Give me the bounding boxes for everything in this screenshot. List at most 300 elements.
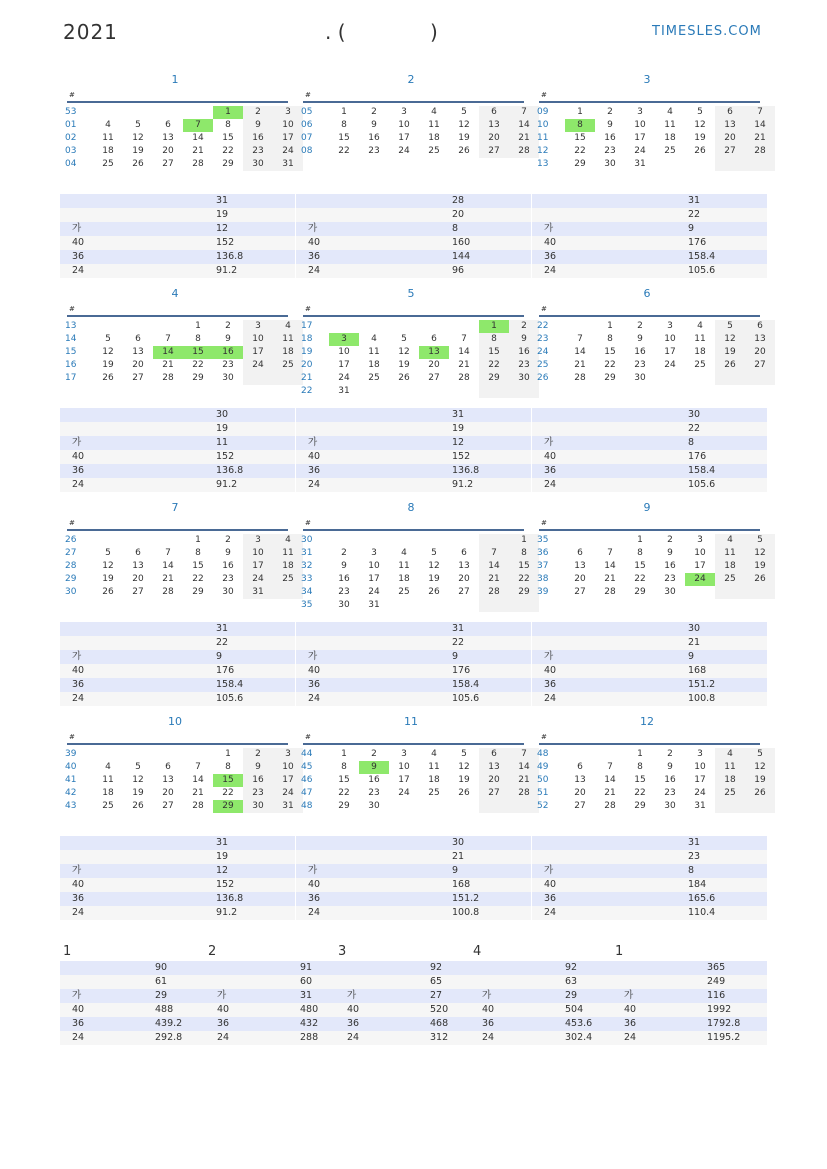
day-cell[interactable]: 7 — [509, 748, 539, 761]
day-cell[interactable]: 30 — [664, 801, 676, 811]
day-cell[interactable]: 11 — [715, 547, 745, 560]
day-cell[interactable]: 22 — [574, 146, 586, 156]
day-cell[interactable]: 14 — [192, 133, 204, 143]
day-cell[interactable]: 6 — [715, 106, 745, 119]
day-cell[interactable]: 1 — [607, 321, 613, 331]
day-cell[interactable]: 9 — [667, 548, 673, 558]
day-cell[interactable]: 19 — [745, 774, 775, 787]
day-cell[interactable]: 28 — [162, 373, 174, 383]
day-cell[interactable]: 25 — [428, 146, 440, 156]
day-cell[interactable]: 27 — [428, 373, 440, 383]
day-cell[interactable]: 18 — [694, 347, 706, 357]
day-cell[interactable]: 18 — [102, 146, 114, 156]
day-cell[interactable]: 1 — [577, 107, 583, 117]
day-cell[interactable]: 11 — [368, 347, 380, 357]
day-cell[interactable]: 29 — [192, 587, 204, 597]
day-cell[interactable]: 10 — [338, 347, 350, 357]
day-cell[interactable]: 4 — [371, 334, 377, 344]
day-cell[interactable]: 19 — [694, 133, 706, 143]
day-cell[interactable]: 9 — [667, 762, 673, 772]
day-cell[interactable]: 24 — [243, 573, 273, 586]
day-cell[interactable]: 31 — [694, 801, 706, 811]
day-cell[interactable]: 14 — [745, 119, 775, 132]
day-cell[interactable]: 2 — [371, 749, 377, 759]
day-cell[interactable]: 10 — [634, 120, 646, 130]
day-cell[interactable]: 26 — [102, 587, 114, 597]
day-cell[interactable]: 14 — [153, 346, 183, 359]
day-cell[interactable]: 20 — [479, 132, 509, 145]
day-cell[interactable]: 28 — [458, 373, 470, 383]
day-cell[interactable]: 30 — [634, 373, 646, 383]
day-cell[interactable]: 15 — [192, 561, 204, 571]
day-cell[interactable]: 10 — [398, 762, 410, 772]
day-cell[interactable]: 14 — [509, 119, 539, 132]
day-cell[interactable]: 11 — [273, 547, 303, 560]
day-cell[interactable]: 16 — [243, 132, 273, 145]
day-cell[interactable]: 30 — [368, 801, 380, 811]
day-cell[interactable]: 30 — [509, 372, 539, 385]
day-cell[interactable]: 8 — [225, 762, 231, 772]
day-cell[interactable]: 15 — [183, 346, 213, 359]
day-cell[interactable]: 17 — [338, 360, 350, 370]
day-cell[interactable]: 23 — [368, 146, 380, 156]
day-cell[interactable]: 28 — [192, 159, 204, 169]
day-cell[interactable]: 8 — [637, 548, 643, 558]
day-cell[interactable]: 17 — [273, 132, 303, 145]
day-cell[interactable]: 14 — [458, 347, 470, 357]
day-cell[interactable]: 5 — [697, 107, 703, 117]
day-cell[interactable]: 28 — [192, 801, 204, 811]
day-cell[interactable]: 6 — [745, 320, 775, 333]
day-cell[interactable]: 27 — [715, 145, 745, 158]
day-cell[interactable]: 26 — [458, 146, 470, 156]
day-cell[interactable]: 13 — [574, 775, 586, 785]
day-cell[interactable]: 21 — [192, 146, 204, 156]
day-cell[interactable]: 1 — [341, 107, 347, 117]
day-cell[interactable]: 27 — [162, 159, 174, 169]
day-cell[interactable]: 18 — [273, 560, 303, 573]
day-cell[interactable]: 5 — [745, 748, 775, 761]
day-cell[interactable]: 23 — [222, 360, 234, 370]
day-cell[interactable]: 22 — [338, 146, 350, 156]
day-cell[interactable]: 24 — [338, 373, 350, 383]
day-cell[interactable]: 12 — [458, 120, 470, 130]
day-cell[interactable]: 18 — [368, 360, 380, 370]
day-cell[interactable]: 23 — [604, 146, 616, 156]
day-cell[interactable]: 6 — [431, 334, 437, 344]
day-cell[interactable]: 12 — [102, 561, 114, 571]
day-cell[interactable]: 13 — [132, 347, 144, 357]
day-cell[interactable]: 13 — [132, 561, 144, 571]
day-cell[interactable]: 8 — [607, 334, 613, 344]
day-cell[interactable]: 7 — [195, 762, 201, 772]
day-cell[interactable]: 25 — [694, 360, 706, 370]
day-cell[interactable]: 21 — [479, 573, 509, 586]
day-cell[interactable]: 12 — [715, 333, 745, 346]
day-cell[interactable]: 26 — [745, 573, 775, 586]
day-cell[interactable]: 21 — [604, 574, 616, 584]
day-cell[interactable]: 13 — [162, 775, 174, 785]
day-cell[interactable]: 29 — [634, 587, 646, 597]
day-cell[interactable]: 14 — [509, 761, 539, 774]
day-cell[interactable]: 17 — [634, 133, 646, 143]
day-cell[interactable]: 20 — [715, 132, 745, 145]
day-cell[interactable]: 13 — [419, 346, 449, 359]
day-cell[interactable]: 29 — [479, 372, 509, 385]
day-cell[interactable]: 3 — [667, 321, 673, 331]
day-cell[interactable]: 1 — [509, 534, 539, 547]
day-cell[interactable]: 17 — [694, 775, 706, 785]
day-cell[interactable]: 1 — [195, 321, 201, 331]
day-cell[interactable]: 13 — [745, 333, 775, 346]
day-cell[interactable]: 17 — [368, 574, 380, 584]
day-cell[interactable]: 26 — [102, 373, 114, 383]
day-cell[interactable]: 14 — [162, 561, 174, 571]
day-cell[interactable]: 6 — [577, 762, 583, 772]
day-cell[interactable]: 20 — [458, 574, 470, 584]
day-cell[interactable]: 10 — [243, 547, 273, 560]
day-cell[interactable]: 13 — [715, 119, 745, 132]
day-cell[interactable]: 29 — [192, 373, 204, 383]
day-cell[interactable]: 7 — [509, 106, 539, 119]
day-cell[interactable]: 11 — [428, 120, 440, 130]
day-cell[interactable]: 29 — [604, 373, 616, 383]
day-cell[interactable]: 30 — [222, 587, 234, 597]
day-cell[interactable]: 3 — [637, 107, 643, 117]
day-cell[interactable]: 9 — [341, 561, 347, 571]
day-cell[interactable]: 2 — [225, 321, 231, 331]
day-cell[interactable]: 4 — [431, 749, 437, 759]
day-cell[interactable]: 24 — [243, 359, 273, 372]
day-cell[interactable]: 13 — [458, 561, 470, 571]
day-cell[interactable]: 16 — [509, 346, 539, 359]
day-cell[interactable]: 10 — [273, 119, 303, 132]
day-cell[interactable]: 2 — [371, 107, 377, 117]
day-cell[interactable]: 30 — [338, 600, 350, 610]
day-cell[interactable]: 2 — [225, 535, 231, 545]
day-cell[interactable]: 6 — [461, 548, 467, 558]
day-cell[interactable]: 8 — [637, 762, 643, 772]
day-cell[interactable]: 25 — [715, 787, 745, 800]
day-cell[interactable]: 3 — [329, 333, 359, 346]
day-cell[interactable]: 21 — [192, 788, 204, 798]
day-cell[interactable]: 19 — [102, 574, 114, 584]
day-cell[interactable]: 16 — [338, 574, 350, 584]
day-cell[interactable]: 28 — [604, 801, 616, 811]
day-cell[interactable]: 19 — [102, 360, 114, 370]
day-cell[interactable]: 3 — [273, 106, 303, 119]
day-cell[interactable]: 1 — [341, 749, 347, 759]
day-cell[interactable]: 3 — [401, 749, 407, 759]
day-cell[interactable]: 28 — [479, 586, 509, 599]
day-cell[interactable]: 16 — [664, 561, 676, 571]
day-cell[interactable]: 10 — [694, 762, 706, 772]
day-cell[interactable]: 23 — [222, 574, 234, 584]
day-cell[interactable]: 7 — [183, 119, 213, 132]
day-cell[interactable]: 18 — [428, 133, 440, 143]
day-cell[interactable]: 19 — [132, 146, 144, 156]
day-cell[interactable]: 4 — [105, 120, 111, 130]
day-cell[interactable]: 29 — [338, 801, 350, 811]
day-cell[interactable]: 12 — [102, 347, 114, 357]
day-cell[interactable]: 24 — [398, 146, 410, 156]
day-cell[interactable]: 14 — [192, 775, 204, 785]
day-cell[interactable]: 8 — [509, 547, 539, 560]
day-cell[interactable]: 2 — [637, 321, 643, 331]
day-cell[interactable]: 10 — [664, 334, 676, 344]
day-cell[interactable]: 11 — [398, 561, 410, 571]
day-cell[interactable]: 10 — [243, 333, 273, 346]
day-cell[interactable]: 8 — [225, 120, 231, 130]
day-cell[interactable]: 28 — [509, 145, 539, 158]
day-cell[interactable]: 7 — [577, 334, 583, 344]
day-cell[interactable]: 8 — [341, 120, 347, 130]
day-cell[interactable]: 10 — [694, 548, 706, 558]
day-cell[interactable]: 17 — [243, 560, 273, 573]
day-cell[interactable]: 18 — [102, 788, 114, 798]
day-cell[interactable]: 1 — [213, 106, 243, 119]
day-cell[interactable]: 21 — [162, 360, 174, 370]
day-cell[interactable]: 28 — [162, 587, 174, 597]
day-cell[interactable]: 25 — [102, 159, 114, 169]
day-cell[interactable]: 8 — [565, 119, 595, 132]
day-cell[interactable]: 29 — [634, 801, 646, 811]
day-cell[interactable]: 24 — [273, 145, 303, 158]
day-cell[interactable]: 26 — [715, 359, 745, 372]
day-cell[interactable]: 17 — [398, 133, 410, 143]
day-cell[interactable]: 7 — [461, 334, 467, 344]
day-cell[interactable]: 26 — [694, 146, 706, 156]
day-cell[interactable]: 31 — [368, 600, 380, 610]
day-cell[interactable]: 5 — [715, 320, 745, 333]
day-cell[interactable]: 4 — [667, 107, 673, 117]
day-cell[interactable]: 9 — [225, 334, 231, 344]
day-cell[interactable]: 4 — [715, 534, 745, 547]
day-cell[interactable]: 9 — [509, 333, 539, 346]
day-cell[interactable]: 15 — [222, 133, 234, 143]
day-cell[interactable]: 9 — [371, 120, 377, 130]
day-cell[interactable]: 2 — [243, 748, 273, 761]
day-cell[interactable]: 27 — [745, 359, 775, 372]
day-cell[interactable]: 3 — [697, 749, 703, 759]
day-cell[interactable]: 24 — [398, 788, 410, 798]
day-cell[interactable]: 29 — [222, 159, 234, 169]
day-cell[interactable]: 23 — [368, 788, 380, 798]
day-cell[interactable]: 27 — [132, 587, 144, 597]
day-cell[interactable]: 17 — [398, 775, 410, 785]
day-cell[interactable]: 16 — [368, 133, 380, 143]
day-cell[interactable]: 6 — [479, 748, 509, 761]
day-cell[interactable]: 27 — [132, 373, 144, 383]
day-cell[interactable]: 16 — [634, 347, 646, 357]
day-cell[interactable]: 13 — [479, 119, 509, 132]
day-cell[interactable]: 20 — [132, 574, 144, 584]
day-cell[interactable]: 5 — [431, 548, 437, 558]
day-cell[interactable]: 5 — [105, 548, 111, 558]
day-cell[interactable]: 2 — [509, 320, 539, 333]
day-cell[interactable]: 26 — [398, 373, 410, 383]
day-cell[interactable]: 26 — [428, 587, 440, 597]
day-cell[interactable]: 25 — [102, 801, 114, 811]
day-cell[interactable]: 3 — [371, 548, 377, 558]
day-cell[interactable]: 13 — [162, 133, 174, 143]
day-cell[interactable]: 27 — [162, 801, 174, 811]
day-cell[interactable]: 20 — [574, 788, 586, 798]
day-cell[interactable]: 6 — [165, 762, 171, 772]
day-cell[interactable]: 21 — [509, 774, 539, 787]
day-cell[interactable]: 25 — [428, 788, 440, 798]
day-cell[interactable]: 23 — [509, 359, 539, 372]
site-logo[interactable]: TIMESLES.COM — [652, 24, 762, 39]
day-cell[interactable]: 14 — [574, 347, 586, 357]
day-cell[interactable]: 22 — [604, 360, 616, 370]
day-cell[interactable]: 22 — [192, 360, 204, 370]
day-cell[interactable]: 16 — [368, 775, 380, 785]
day-cell[interactable]: 8 — [195, 334, 201, 344]
day-cell[interactable]: 9 — [243, 761, 273, 774]
day-cell[interactable]: 5 — [135, 120, 141, 130]
day-cell[interactable]: 16 — [243, 774, 273, 787]
day-cell[interactable]: 18 — [428, 775, 440, 785]
day-cell[interactable]: 21 — [745, 132, 775, 145]
day-cell[interactable]: 30 — [243, 800, 273, 813]
day-cell[interactable]: 22 — [634, 788, 646, 798]
day-cell[interactable]: 19 — [428, 574, 440, 584]
day-cell[interactable]: 3 — [697, 535, 703, 545]
day-cell[interactable]: 21 — [458, 360, 470, 370]
day-cell[interactable]: 11 — [428, 762, 440, 772]
day-cell[interactable]: 18 — [398, 574, 410, 584]
day-cell[interactable]: 31 — [273, 800, 303, 813]
day-cell[interactable]: 21 — [574, 360, 586, 370]
day-cell[interactable]: 24 — [694, 788, 706, 798]
day-cell[interactable]: 23 — [243, 787, 273, 800]
day-cell[interactable]: 5 — [401, 334, 407, 344]
day-cell[interactable]: 7 — [165, 548, 171, 558]
day-cell[interactable]: 17 — [243, 346, 273, 359]
day-cell[interactable]: 31 — [243, 586, 273, 599]
day-cell[interactable]: 29 — [509, 586, 539, 599]
day-cell[interactable]: 2 — [243, 106, 273, 119]
day-cell[interactable]: 15 — [213, 774, 243, 787]
day-cell[interactable]: 25 — [715, 573, 745, 586]
day-cell[interactable]: 15 — [338, 133, 350, 143]
day-cell[interactable]: 2 — [607, 107, 613, 117]
day-cell[interactable]: 10 — [398, 120, 410, 130]
day-cell[interactable]: 9 — [243, 119, 273, 132]
day-cell[interactable]: 4 — [105, 762, 111, 772]
day-cell[interactable]: 22 — [222, 146, 234, 156]
day-cell[interactable]: 28 — [509, 787, 539, 800]
day-cell[interactable]: 7 — [165, 334, 171, 344]
day-cell[interactable]: 11 — [102, 133, 114, 143]
day-cell[interactable]: 25 — [664, 146, 676, 156]
day-cell[interactable]: 26 — [745, 787, 775, 800]
day-cell[interactable]: 24 — [368, 587, 380, 597]
day-cell[interactable]: 14 — [604, 775, 616, 785]
day-cell[interactable]: 6 — [135, 334, 141, 344]
day-cell[interactable]: 23 — [634, 360, 646, 370]
day-cell[interactable]: 14 — [604, 561, 616, 571]
day-cell[interactable]: 1 — [637, 535, 643, 545]
day-cell[interactable]: 23 — [243, 145, 273, 158]
day-cell[interactable]: 22 — [634, 574, 646, 584]
day-cell[interactable]: 9 — [359, 761, 389, 774]
day-cell[interactable]: 5 — [461, 749, 467, 759]
day-cell[interactable]: 5 — [105, 334, 111, 344]
day-cell[interactable]: 25 — [273, 359, 303, 372]
day-cell[interactable]: 27 — [458, 587, 470, 597]
day-cell[interactable]: 9 — [637, 334, 643, 344]
day-cell[interactable]: 2 — [667, 749, 673, 759]
day-cell[interactable]: 24 — [685, 573, 715, 586]
day-cell[interactable]: 4 — [273, 534, 303, 547]
day-cell[interactable]: 31 — [338, 386, 350, 396]
day-cell[interactable]: 12 — [745, 547, 775, 560]
day-cell[interactable]: 16 — [213, 346, 243, 359]
day-cell[interactable]: 11 — [715, 761, 745, 774]
day-cell[interactable]: 16 — [664, 775, 676, 785]
day-cell[interactable]: 6 — [479, 106, 509, 119]
day-cell[interactable]: 4 — [431, 107, 437, 117]
day-cell[interactable]: 4 — [401, 548, 407, 558]
day-cell[interactable]: 11 — [273, 333, 303, 346]
day-cell[interactable]: 3 — [401, 107, 407, 117]
day-cell[interactable]: 16 — [222, 561, 234, 571]
day-cell[interactable]: 3 — [243, 320, 273, 333]
day-cell[interactable]: 26 — [132, 159, 144, 169]
day-cell[interactable]: 10 — [368, 561, 380, 571]
day-cell[interactable]: 12 — [132, 133, 144, 143]
day-cell[interactable]: 16 — [604, 133, 616, 143]
day-cell[interactable]: 5 — [461, 107, 467, 117]
day-cell[interactable]: 11 — [694, 334, 706, 344]
day-cell[interactable]: 1 — [637, 749, 643, 759]
day-cell[interactable]: 12 — [745, 761, 775, 774]
day-cell[interactable]: 4 — [273, 320, 303, 333]
day-cell[interactable]: 19 — [458, 133, 470, 143]
day-cell[interactable]: 23 — [338, 587, 350, 597]
day-cell[interactable]: 20 — [745, 346, 775, 359]
day-cell[interactable]: 18 — [715, 560, 745, 573]
day-cell[interactable]: 30 — [664, 587, 676, 597]
day-cell[interactable]: 12 — [428, 561, 440, 571]
day-cell[interactable]: 28 — [574, 373, 586, 383]
day-cell[interactable]: 18 — [715, 774, 745, 787]
day-cell[interactable]: 12 — [458, 762, 470, 772]
day-cell[interactable]: 27 — [574, 801, 586, 811]
day-cell[interactable]: 28 — [604, 587, 616, 597]
day-cell[interactable]: 26 — [458, 788, 470, 798]
day-cell[interactable]: 13 — [574, 561, 586, 571]
day-cell[interactable]: 7 — [479, 547, 509, 560]
day-cell[interactable]: 6 — [135, 548, 141, 558]
day-cell[interactable]: 20 — [428, 360, 440, 370]
day-cell[interactable]: 19 — [132, 788, 144, 798]
day-cell[interactable]: 26 — [132, 801, 144, 811]
day-cell[interactable]: 9 — [607, 120, 613, 130]
day-cell[interactable]: 11 — [102, 775, 114, 785]
day-cell[interactable]: 27 — [479, 145, 509, 158]
day-cell[interactable]: 1 — [195, 535, 201, 545]
day-cell[interactable]: 11 — [664, 120, 676, 130]
day-cell[interactable]: 9 — [225, 548, 231, 558]
day-cell[interactable]: 23 — [664, 574, 676, 584]
day-cell[interactable]: 15 — [509, 560, 539, 573]
day-cell[interactable]: 19 — [745, 560, 775, 573]
day-cell[interactable]: 7 — [607, 762, 613, 772]
day-cell[interactable]: 22 — [338, 788, 350, 798]
